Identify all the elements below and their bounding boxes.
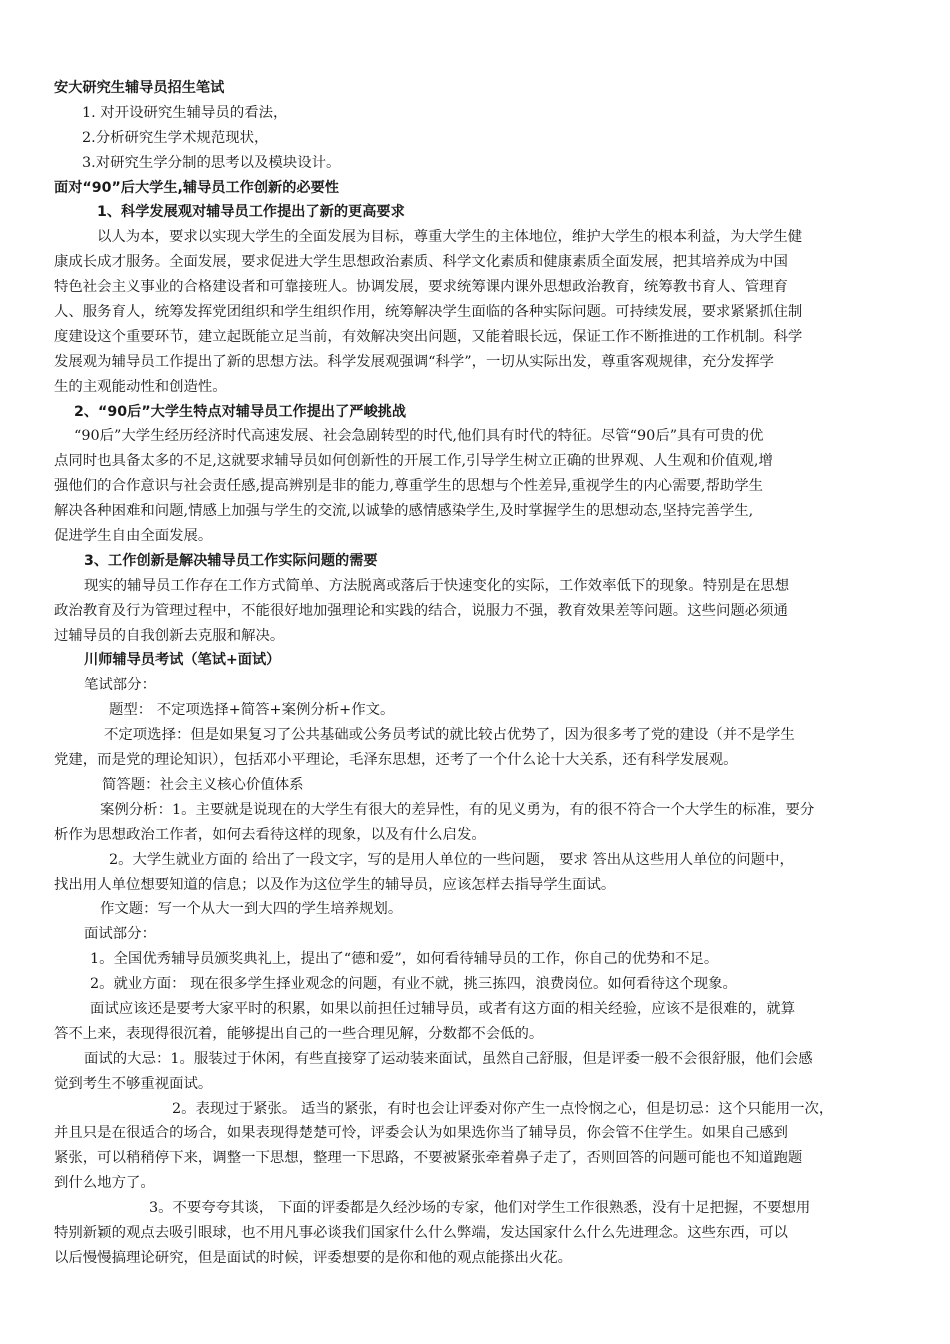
paragraph-line: 发展观为辅导员工作提出了新的思想方法。科学发展观强调“科学”，一切从实际出发，尊重客观规律，充分发挥学 <box>54 353 774 370</box>
paragraph-line: 生的主观能动性和创造性。 <box>54 378 227 395</box>
paragraph-line: 以后慢慢搞理论研究，但是面试的时候，评委想要的是你和他的观点能搽出火花。 <box>54 1249 573 1266</box>
paragraph-line: 促进学生自由全面发展。 <box>54 528 213 545</box>
paragraph-line: 以人为本，要求以实现大学生的全面发展为目标，尊重大学生的主体地位，维护大学生的根本利益，为大学生健 <box>97 229 803 246</box>
paragraph-line: 度建设这个重要环节，建立起既能立足当前，有效解决突出问题，又能着眼长远，保证工作不断推进的工作机制。科学 <box>54 328 803 345</box>
paragraph-line: 2。表现过于紧张。 适当的紧张，有时也会让评委对你产生一点怜悯之心，但是切忌：这个只能用一次， <box>172 1100 834 1117</box>
subsection-3-title: 3、工作创新是解决辅导员工作实际问题的需要 <box>84 552 378 569</box>
paragraph-line: 康成长成才服务。全面发展，要求促进大学生思想政治素质、科学文化素质和健康素质全面发展，把其培养成为中国 <box>54 254 788 271</box>
paragraph-line: 人、服务育人，统筹发挥党团组织和学生组织作用，统筹解决学生面临的各种实际问题。可持续发展，要求紧紧抓住制 <box>54 304 803 321</box>
written-part-label: 笔试部分： <box>84 677 156 694</box>
exam-question-2: 2.分析研究生学术规范现状， <box>82 129 269 146</box>
paragraph-line: 觉到考生不够重视面试。 <box>54 1075 213 1092</box>
section-heading: 面对“90”后大学生,辅导员工作创新的必要性 <box>54 179 339 196</box>
exam-question-3: 3.对研究生学分制的思考以及模块设计。 <box>82 154 341 171</box>
paragraph-line: 案例分析：1。主要就是说现在的大学生有很大的差异性，有的见义勇为，有的很不符合一个大学生的标准，要分 <box>100 801 815 818</box>
interview-question-2: 2。就业方面： 现在很多学生择业观念的问题，有业不就，挑三拣四，浪费岗位。如何看待这个现象。 <box>90 976 737 993</box>
paragraph-line: 紧张，可以稍稍停下来，调整一下思想，整理一下思路，不要被紧张牵着鼻子走了，否则回答的问题可能也不知道跑题 <box>54 1150 803 1167</box>
paragraph-line: 特别新颖的观点去吸引眼球，也不用凡事必谈我们国家什么什么弊端，发达国家什么什么先进理念。这些东西，可以 <box>54 1224 788 1241</box>
paragraph-line: 点同时也具备太多的不足,这就要求辅导员如何创新性的开展工作,引导学生树立正确的世界观、人生观和价值观,增 <box>54 453 773 470</box>
subsection-2-title: 2、“90后”大学生特点对辅导员工作提出了严峻挑战 <box>74 403 407 420</box>
paragraph-line: 找出用人单位想要知道的信息；以及作为这位学生的辅导员，应该怎样去指导学生面试。 <box>54 876 616 893</box>
paragraph-line: 政治教育及行为管理过程中，不能很好地加强理论和实践的结合，说服力不强，教育效果差等问题。这些问题必须通 <box>54 602 788 619</box>
paragraph-line: 解决各种困难和问题,情感上加强与学生的交流,以诚挚的感情感染学生,及时掌握学生的思想动态,坚持完善学生, <box>54 503 754 520</box>
subsection-1-title: 1、科学发展观对辅导员工作提出了新的更高要求 <box>97 204 405 221</box>
interview-part-label: 面试部分： <box>84 926 156 943</box>
paragraph-line: 面试的大忌：1。服装过于休闲，有些直接穿了运动装来面试，虽然自己舒服，但是评委一般不会很舒服，他们会感 <box>84 1050 813 1067</box>
essay-topic: 作文题：写一个从大一到大四的学生培养规划。 <box>100 901 403 918</box>
exam-section-title: 川师辅导员考试（笔试+面试） <box>84 652 281 669</box>
paragraph-line: 不定项选择：但是如果复习了公共基础或公务员考试的就比较占优势了，因为很多考了党的建设（并不是学生 <box>104 727 795 744</box>
paragraph-line: 答不上来，表现得很沉着，能够提出自己的一些合理见解，分数都不会低的。 <box>54 1025 544 1042</box>
paragraph-line: “90后”大学生经历经济时代高速发展、社会急剧转型的时代,他们具有时代的特征。尽管“90后”具有可贵的优 <box>74 428 764 445</box>
short-answer-topic: 简答题：社会主义核心价值体系 <box>102 776 304 793</box>
interview-question-1: 1。全国优秀辅导员颁奖典礼上，提出了“德和爱”，如何看待辅导员的工作，你自己的优势和不足。 <box>90 951 719 968</box>
paragraph-line: 面试应该还是要考大家平时的积累，如果以前担任过辅导员，或者有这方面的相关经验，应该不是很难的，就算 <box>90 1000 796 1017</box>
document-page <box>54 76 912 1271</box>
exam-question-1: 1. 对开设研究生辅导员的看法， <box>82 104 288 121</box>
paragraph-line: 并且只是在很适合的场合，如果表现得楚楚可怜，评委会认为如果选你当了辅导员，你会管不住学生。如果自己感到 <box>54 1125 788 1142</box>
paragraph-line: 析作为思想政治工作者，如何去看待这样的现象，以及有什么启发。 <box>54 826 486 843</box>
paragraph-line: 党建，而是党的理论知识），包括邓小平理论，毛泽东思想，还考了一个什么论十大关系，还有科学发展观。 <box>54 752 738 769</box>
paragraph-line: 2。大学生就业方面的 给出了一段文字，写的是用人单位的一些问题， 要求 答出从这些用人单位的问题中， <box>109 851 794 868</box>
paragraph-line: 3。不要夸夸其谈， 下面的评委都是久经沙场的专家，他们对学生工作很熟悉，没有十足把握，不要想用 <box>149 1200 811 1217</box>
paragraph-line: 过辅导员的自我创新去克服和解决。 <box>54 627 285 644</box>
document-title: 安大研究生辅导员招生笔试 <box>54 80 225 96</box>
paragraph-line: 强他们的合作意识与社会责任感,提高辨别是非的能力,尊重学生的思想与个性差异,重视学生的内心需要,帮助学生 <box>54 478 764 495</box>
paragraph-line: 现实的辅导员工作存在工作方式简单、方法脱离或落后于快速变化的实际，工作效率低下的现象。特别是在思想 <box>84 577 790 594</box>
paragraph-line: 特色社会主义事业的合格建设者和可靠接班人。协调发展，要求统筹课内课外思想政治教育，统筹教书育人、管理育 <box>54 279 788 296</box>
paragraph-line: 到什么地方了。 <box>54 1175 155 1192</box>
question-types: 题型： 不定项选择+简答+案例分析+作文。 <box>109 702 395 719</box>
